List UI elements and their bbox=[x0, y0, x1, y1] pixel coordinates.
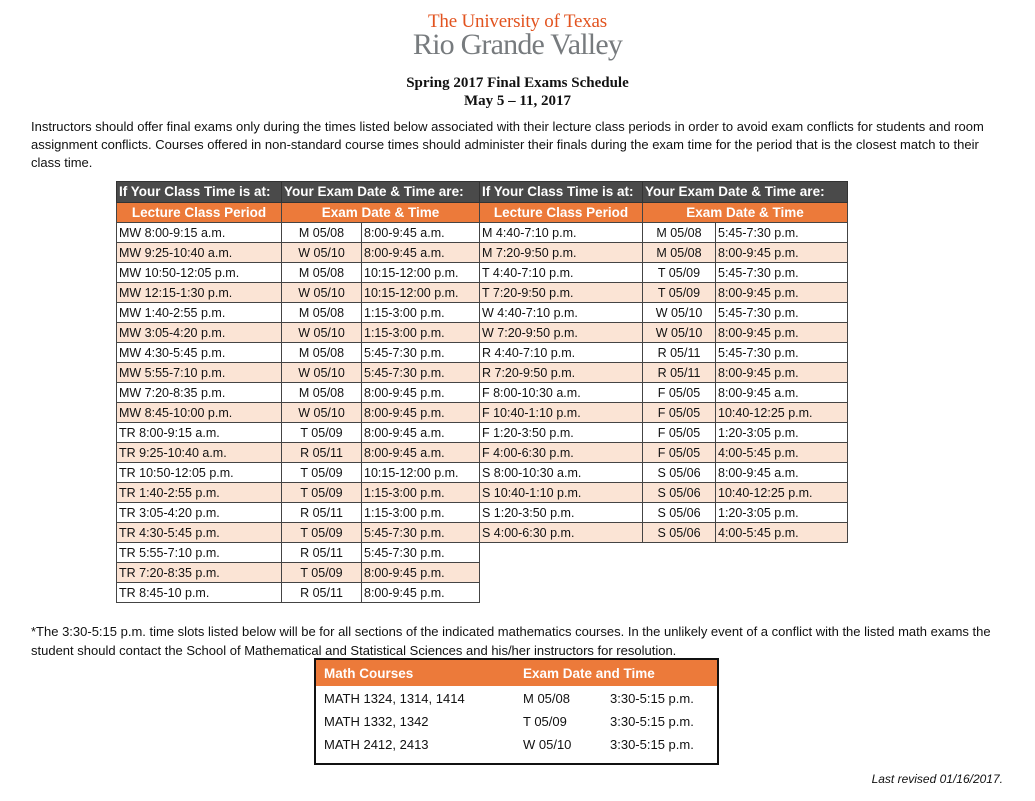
math-time-cell: 3:30-5:15 p.m. bbox=[610, 714, 694, 729]
table-row bbox=[117, 523, 848, 543]
exam-date-cell: T 05/09 bbox=[282, 483, 362, 503]
exam-date-cell: R 05/11 bbox=[282, 503, 362, 523]
lecture-period-cell: S 4:00-6:30 p.m. bbox=[480, 523, 643, 543]
exam-time-cell: 8:00-9:45 p.m. bbox=[716, 283, 848, 303]
lecture-period-cell: S 1:20-3:50 p.m. bbox=[480, 503, 643, 523]
exam-schedule-table bbox=[116, 181, 848, 603]
math-courses-cell: MATH 2412, 2413 bbox=[324, 737, 429, 752]
math-time-cell: 3:30-5:15 p.m. bbox=[610, 691, 694, 706]
header-lecture-left: Lecture Class Period bbox=[117, 203, 282, 223]
lecture-period-cell: MW 7:20-8:35 p.m. bbox=[117, 383, 282, 403]
exam-time-cell: 5:45-7:30 p.m. bbox=[362, 523, 480, 543]
lecture-period-cell: TR 4:30-5:45 p.m. bbox=[117, 523, 282, 543]
exam-time-cell: 10:40-12:25 p.m. bbox=[716, 403, 848, 423]
table-row bbox=[117, 423, 848, 443]
exam-time-cell: 5:45-7:30 p.m. bbox=[362, 343, 480, 363]
exam-time-cell: 8:00-9:45 p.m. bbox=[362, 563, 480, 583]
lecture-period-cell: F 10:40-1:10 p.m. bbox=[480, 403, 643, 423]
exam-date-cell: M 05/08 bbox=[282, 343, 362, 363]
math-exams-table bbox=[314, 658, 719, 765]
intro-paragraph: Instructors should offer final exams only during the times listed below associated with their lecture class periods in order to avoid exam conflicts for students and room assignment conflicts. Courses offered in non-standard course times should administer their finals during the exam time for the period that is the closest match to their class time. bbox=[31, 119, 984, 170]
exam-date-cell: S 05/06 bbox=[643, 483, 716, 503]
table-row bbox=[117, 403, 848, 423]
lecture-period-cell: TR 8:45-10 p.m. bbox=[117, 583, 282, 603]
table-row bbox=[117, 443, 848, 463]
exam-date-cell: W 05/10 bbox=[643, 323, 716, 343]
exam-date-cell: W 05/10 bbox=[282, 323, 362, 343]
last-revised: Last revised 01/16/2017. bbox=[871, 772, 1003, 786]
table-row bbox=[117, 323, 848, 343]
exam-date-cell: F 05/05 bbox=[643, 383, 716, 403]
math-time-cell: 3:30-5:15 p.m. bbox=[610, 737, 694, 752]
exam-date-cell: S 05/06 bbox=[643, 503, 716, 523]
header-exam-left: Exam Date & Time bbox=[282, 203, 480, 223]
title-line2: May 5 – 11, 2017 bbox=[463, 93, 572, 109]
lecture-period-cell: MW 12:15-1:30 p.m. bbox=[117, 283, 282, 303]
exam-date-cell: W 05/10 bbox=[282, 283, 362, 303]
math-date-cell: W 05/10 bbox=[523, 737, 572, 752]
lecture-period-cell: MW 10:50-12:05 p.m. bbox=[117, 263, 282, 283]
lecture-period-cell: MW 1:40-2:55 p.m. bbox=[117, 303, 282, 323]
lecture-period-cell: TR 9:25-10:40 a.m. bbox=[117, 443, 282, 463]
exam-time-cell: 5:45-7:30 p.m. bbox=[362, 543, 480, 563]
exam-date-cell: M 05/08 bbox=[282, 383, 362, 403]
lecture-period-cell: MW 5:55-7:10 p.m. bbox=[117, 363, 282, 383]
lecture-period-cell: W 4:40-7:10 p.m. bbox=[480, 303, 643, 323]
exam-time-cell: 4:00-5:45 p.m. bbox=[716, 523, 848, 543]
exam-date-cell: T 05/09 bbox=[282, 563, 362, 583]
exam-time-cell: 10:15-12:00 p.m. bbox=[362, 283, 480, 303]
exam-date-cell: M 05/08 bbox=[643, 223, 716, 243]
exam-time-cell: 1:20-3:05 p.m. bbox=[716, 503, 848, 523]
lecture-period-cell: R 7:20-9:50 p.m. bbox=[480, 363, 643, 383]
math-row bbox=[316, 686, 717, 709]
exam-time-cell: 8:00-9:45 a.m. bbox=[362, 423, 480, 443]
header-row-1 bbox=[117, 182, 848, 203]
lecture-period-cell: T 7:20-9:50 p.m. bbox=[480, 283, 643, 303]
exam-time-cell: 5:45-7:30 p.m. bbox=[716, 343, 848, 363]
lecture-period-cell: MW 8:45-10:00 p.m. bbox=[117, 403, 282, 423]
table-row bbox=[117, 543, 848, 563]
exam-time-cell: 5:45-7:30 p.m. bbox=[716, 303, 848, 323]
title-line1: Spring 2017 Final Exams Schedule bbox=[406, 75, 629, 91]
exam-time-cell: 8:00-9:45 p.m. bbox=[716, 323, 848, 343]
exam-date-cell: R 05/11 bbox=[643, 363, 716, 383]
lecture-period-cell: TR 5:55-7:10 p.m. bbox=[117, 543, 282, 563]
exam-time-cell: 1:15-3:00 p.m. bbox=[362, 323, 480, 343]
exam-date-cell: M 05/08 bbox=[643, 243, 716, 263]
exam-time-cell: 10:15-12:00 p.m. bbox=[362, 263, 480, 283]
table-row bbox=[117, 363, 848, 383]
table-row bbox=[117, 463, 848, 483]
exam-time-cell: 5:45-7:30 p.m. bbox=[716, 263, 848, 283]
exam-date-cell: S 05/06 bbox=[643, 523, 716, 543]
exam-time-cell: 8:00-9:45 a.m. bbox=[716, 383, 848, 403]
exam-date-cell: M 05/08 bbox=[282, 303, 362, 323]
header-class-time-right: If Your Class Time is at: bbox=[480, 182, 643, 203]
table-row bbox=[117, 223, 848, 243]
header-exam-right: Exam Date & Time bbox=[643, 203, 848, 223]
math-date-cell: M 05/08 bbox=[523, 691, 570, 706]
exam-date-cell: T 05/09 bbox=[643, 263, 716, 283]
math-note: *The 3:30-5:15 p.m. time slots listed below will be for all sections of the indicated mathematics courses. In the unlikely event of a conflict with the listed math exams the student should contact the School of Mathematical and Statistical Sciences and his/her instructors for resolution. bbox=[31, 624, 991, 658]
exam-date-cell: F 05/05 bbox=[643, 423, 716, 443]
lecture-period-cell: MW 4:30-5:45 p.m. bbox=[117, 343, 282, 363]
lecture-period-cell: TR 7:20-8:35 p.m. bbox=[117, 563, 282, 583]
page-title bbox=[0, 74, 1035, 110]
lecture-period-cell: F 4:00-6:30 p.m. bbox=[480, 443, 643, 463]
exam-time-cell: 8:00-9:45 a.m. bbox=[362, 443, 480, 463]
lecture-period-cell: TR 1:40-2:55 p.m. bbox=[117, 483, 282, 503]
table-row bbox=[117, 303, 848, 323]
table-row bbox=[117, 503, 848, 523]
math-courses-cell: MATH 1332, 1342 bbox=[324, 714, 429, 729]
logo-line1: The University of Texas bbox=[428, 11, 607, 32]
logo-line2: Rio Grande Valley bbox=[412, 28, 623, 61]
lecture-period-cell: F 1:20-3:50 p.m. bbox=[480, 423, 643, 443]
table-row bbox=[117, 483, 848, 503]
exam-time-cell: 10:40-12:25 p.m. bbox=[716, 483, 848, 503]
header-class-time-left: If Your Class Time is at: bbox=[117, 182, 282, 203]
header-row-2 bbox=[117, 203, 848, 223]
table-row bbox=[117, 283, 848, 303]
exam-date-cell: M 05/08 bbox=[282, 223, 362, 243]
header-exam-time-left: Your Exam Date & Time are: bbox=[282, 182, 480, 203]
table-row bbox=[117, 383, 848, 403]
exam-time-cell: 8:00-9:45 p.m. bbox=[716, 243, 848, 263]
exam-time-cell: 1:15-3:00 p.m. bbox=[362, 483, 480, 503]
exam-time-cell: 1:20-3:05 p.m. bbox=[716, 423, 848, 443]
lecture-period-cell: TR 8:00-9:15 a.m. bbox=[117, 423, 282, 443]
exam-date-cell: T 05/09 bbox=[643, 283, 716, 303]
lecture-period-cell: MW 8:00-9:15 a.m. bbox=[117, 223, 282, 243]
math-date-cell: T 05/09 bbox=[523, 714, 567, 729]
exam-time-cell: 8:00-9:45 p.m. bbox=[716, 363, 848, 383]
exam-time-cell: 8:00-9:45 p.m. bbox=[362, 383, 480, 403]
exam-time-cell: 8:00-9:45 p.m. bbox=[362, 583, 480, 603]
lecture-period-cell: M 7:20-9:50 p.m. bbox=[480, 243, 643, 263]
exam-date-cell: T 05/09 bbox=[282, 423, 362, 443]
math-row bbox=[316, 709, 717, 732]
exam-date-cell: R 05/11 bbox=[643, 343, 716, 363]
header-exam-time-right: Your Exam Date & Time are: bbox=[643, 182, 848, 203]
lecture-period-cell: S 10:40-1:10 p.m. bbox=[480, 483, 643, 503]
math-header-datetime: Exam Date and Time bbox=[523, 666, 655, 681]
lecture-period-cell: W 7:20-9:50 p.m. bbox=[480, 323, 643, 343]
exam-time-cell: 4:00-5:45 p.m. bbox=[716, 443, 848, 463]
lecture-period-cell: M 4:40-7:10 p.m. bbox=[480, 223, 643, 243]
exam-time-cell: 10:15-12:00 p.m. bbox=[362, 463, 480, 483]
exam-date-cell: T 05/09 bbox=[282, 463, 362, 483]
exam-date-cell: T 05/09 bbox=[282, 523, 362, 543]
math-row bbox=[316, 732, 717, 755]
lecture-period-cell: TR 10:50-12:05 p.m. bbox=[117, 463, 282, 483]
lecture-period-cell: R 4:40-7:10 p.m. bbox=[480, 343, 643, 363]
exam-date-cell: R 05/11 bbox=[282, 543, 362, 563]
math-header-courses: Math Courses bbox=[324, 666, 414, 681]
lecture-period-cell: T 4:40-7:10 p.m. bbox=[480, 263, 643, 283]
empty-cell bbox=[480, 543, 848, 603]
math-courses-cell: MATH 1324, 1314, 1414 bbox=[324, 691, 465, 706]
lecture-period-cell: MW 9:25-10:40 a.m. bbox=[117, 243, 282, 263]
table-row bbox=[117, 263, 848, 283]
table-row bbox=[117, 343, 848, 363]
exam-date-cell: W 05/10 bbox=[282, 403, 362, 423]
lecture-period-cell: S 8:00-10:30 a.m. bbox=[480, 463, 643, 483]
lecture-period-cell: F 8:00-10:30 a.m. bbox=[480, 383, 643, 403]
exam-time-cell: 8:00-9:45 a.m. bbox=[716, 463, 848, 483]
lecture-period-cell: TR 3:05-4:20 p.m. bbox=[117, 503, 282, 523]
exam-date-cell: F 05/05 bbox=[643, 443, 716, 463]
exam-time-cell: 5:45-7:30 p.m. bbox=[362, 363, 480, 383]
exam-time-cell: 8:00-9:45 a.m. bbox=[362, 243, 480, 263]
exam-date-cell: W 05/10 bbox=[282, 243, 362, 263]
university-logo bbox=[0, 12, 1035, 60]
exam-time-cell: 5:45-7:30 p.m. bbox=[716, 223, 848, 243]
exam-time-cell: 1:15-3:00 p.m. bbox=[362, 503, 480, 523]
lecture-period-cell: MW 3:05-4:20 p.m. bbox=[117, 323, 282, 343]
exam-date-cell: W 05/10 bbox=[643, 303, 716, 323]
exam-time-cell: 8:00-9:45 p.m. bbox=[362, 403, 480, 423]
table-row bbox=[117, 243, 848, 263]
exam-date-cell: R 05/11 bbox=[282, 583, 362, 603]
exam-date-cell: F 05/05 bbox=[643, 403, 716, 423]
header-lecture-right: Lecture Class Period bbox=[480, 203, 643, 223]
exam-time-cell: 8:00-9:45 a.m. bbox=[362, 223, 480, 243]
exam-date-cell: M 05/08 bbox=[282, 263, 362, 283]
math-header-row bbox=[316, 660, 717, 686]
exam-date-cell: S 05/06 bbox=[643, 463, 716, 483]
exam-time-cell: 1:15-3:00 p.m. bbox=[362, 303, 480, 323]
exam-date-cell: W 05/10 bbox=[282, 363, 362, 383]
exam-date-cell: R 05/11 bbox=[282, 443, 362, 463]
